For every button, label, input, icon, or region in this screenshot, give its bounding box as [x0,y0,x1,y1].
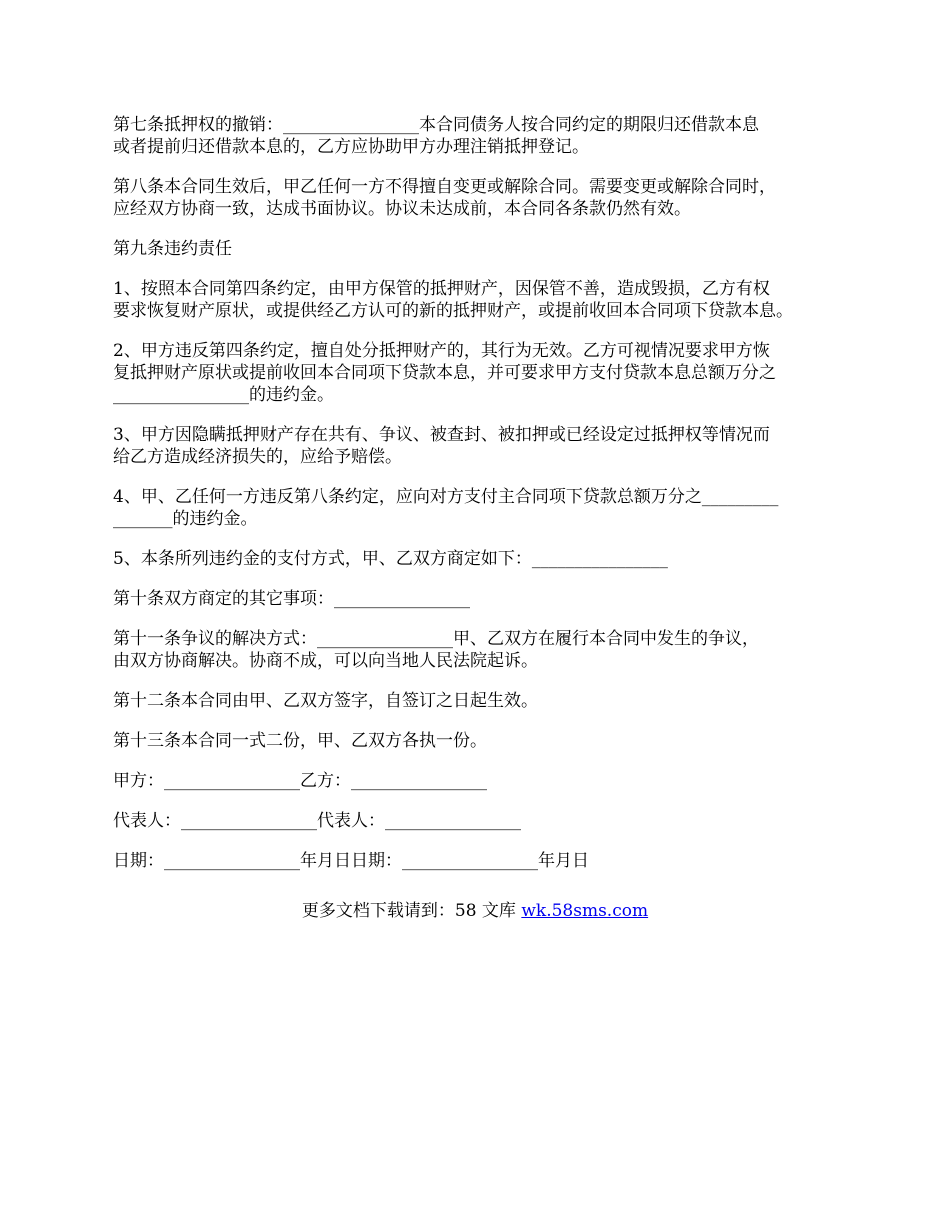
footer-text: 更多文档下载请到：58 文库 [301,901,522,921]
clause-8-effect: 第八条本合同生效后，甲乙任何一方不得擅自变更或解除合同。需要变更或解除合同时， 应经双方协商一致，达成书面协议。协议未达成前，本合同各条款仍然有效。 [113,177,776,219]
date-signature-line: 日期：________________年月日日期：________________年月日 [113,851,589,871]
clause-9-item-1: 1、按照本合同第四条约定，由甲方保管的抵押财产，因保管不善，造成毁损，乙方有权 要求恢复财产原状，或提供经乙方认可的新的抵押财产，或提前收回本合同项下贷款本息。 [113,279,793,321]
representative-signature-line: 代表人：________________代表人：________________ [113,811,521,831]
clause-12-signing: 第十二条本合同由甲、乙双方签字，自签订之日起生效。 [113,691,538,711]
clause-9-item-2: 2、甲方违反第四条约定，擅自处分抵押财产的，其行为无效。乙方可视情况要求甲方恢 复抵押财产原状或提前收回本合同项下贷款本息，并可要求甲方支付贷款本息总额万分之 ________________的违约金。 [113,341,776,405]
clause-13-copies: 第十三条本合同一式二份，甲、乙双方各执一份。 [113,731,487,751]
party-signature-line: 甲方：________________乙方：________________ [113,771,487,791]
footer-link[interactable]: wk.58sms.com [521,901,649,921]
clause-10-other: 第十条双方商定的其它事项：________________ [113,589,470,609]
clause-9-heading: 第九条违约责任 [113,239,232,259]
clause-11-dispute: 第十一条争议的解决方式：________________甲、乙双方在履行本合同中发生的争议， 由双方协商解决。协商不成，可以向当地人民法院起诉。 [113,629,759,671]
clause-9-item-3: 3、甲方因隐瞒抵押财产存在共有、争议、被查封、被扣押或已经设定过抵押权等情况而 给乙方造成经济损失的，应给予赔偿。 [113,425,770,467]
document-body [113,114,853,890]
download-footer [0,900,950,922]
clause-7-revocation: 第七条抵押权的撤销：________________本合同债务人按合同约定的期限归还借款本息 或者提前归还借款本息的，乙方应协助甲方办理注销抵押登记。 [113,115,759,157]
clause-9-item-5: 5、本条所列违约金的支付方式，甲、乙双方商定如下：________________ [113,549,668,569]
clause-9-item-4: 4、甲、乙任何一方违反第八条约定，应向对方支付主合同项下贷款总额万分之_________ _______的违约金。 [113,487,779,529]
